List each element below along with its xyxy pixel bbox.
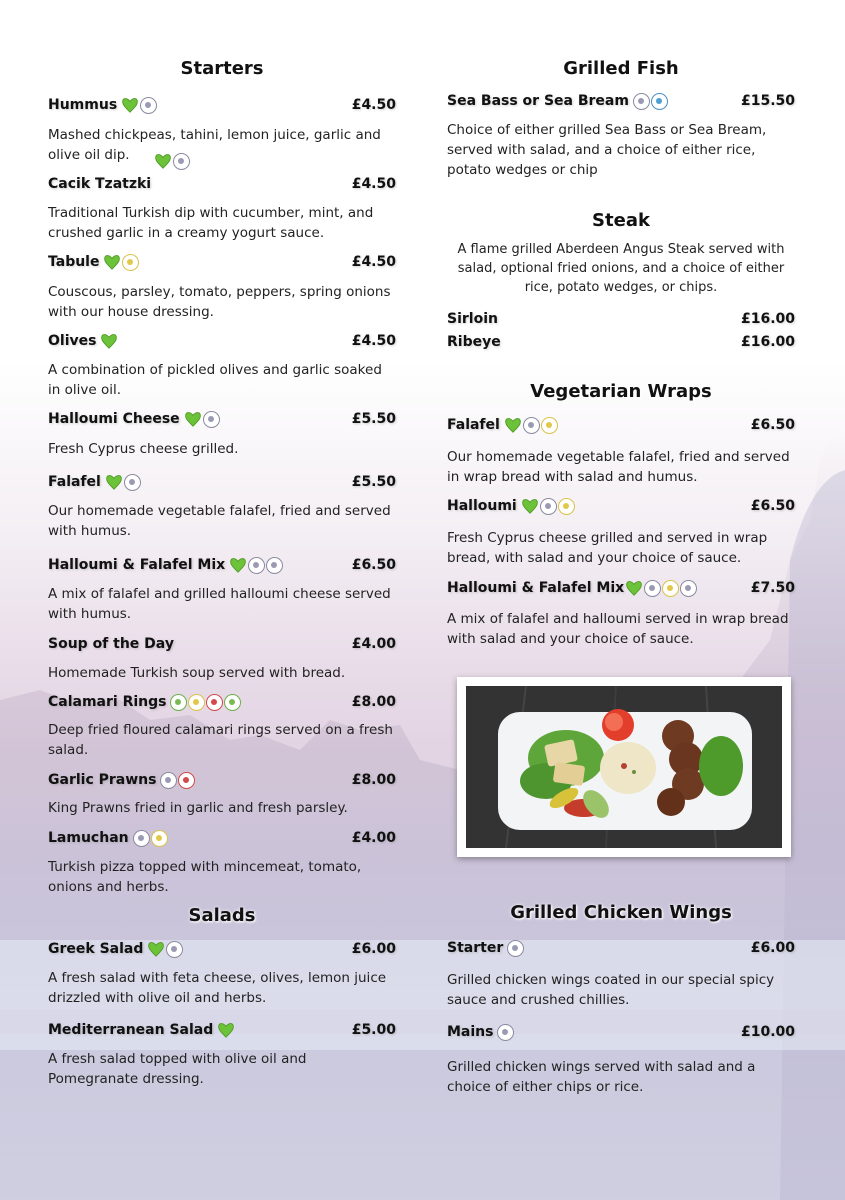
milk-allergen-icon <box>203 411 220 428</box>
item-icons <box>103 253 139 271</box>
section-title-steak: Steak <box>592 210 650 231</box>
vegan-heart-icon <box>521 497 539 515</box>
section-title-starters: Starters <box>180 58 264 79</box>
item-name: Halloumi Cheese <box>48 411 180 427</box>
cacik-icons <box>150 152 190 174</box>
item-name: Falafel <box>48 474 101 490</box>
item-description: Our homemade vegetable falafel, fried and served in wrap bread with salad and humus. <box>447 449 790 485</box>
sesame-allergen-icon <box>124 474 141 491</box>
item-price: £4.50 <box>351 97 396 113</box>
item-icons <box>147 940 183 958</box>
vegan-heart-icon <box>625 579 643 597</box>
item-icons <box>217 1021 235 1039</box>
item-price: £4.50 <box>351 176 396 192</box>
item-name: Halloumi <box>447 498 517 514</box>
item-price: £7.50 <box>750 580 795 596</box>
gluten-allergen-icon <box>122 254 139 271</box>
vegan-heart-icon <box>229 556 247 574</box>
item-icons <box>521 497 575 515</box>
item-name: Cacik Tzatzki <box>48 176 152 192</box>
item-price: £6.00 <box>750 940 795 956</box>
item-icons <box>121 96 157 114</box>
menu-item-halloumi-falafel-mix-wrap <box>447 576 795 600</box>
item-name: Hummus <box>48 97 118 113</box>
item-icons <box>184 410 220 428</box>
item-name: Halloumi & Falafel Mix <box>48 557 226 573</box>
item-name: Soup of the Day <box>48 636 174 652</box>
item-name: Tabule <box>48 254 100 270</box>
celery-allergen-icon <box>170 694 187 711</box>
milk-allergen-icon <box>173 153 190 170</box>
item-price: £6.00 <box>351 941 396 957</box>
item-name: Mains <box>447 1024 494 1040</box>
item-price: £4.00 <box>351 636 396 652</box>
item-name: Garlic Prawns <box>48 772 157 788</box>
item-icons <box>105 473 141 491</box>
gluten-allergen-icon <box>151 830 168 847</box>
menu-item-sirloin <box>447 307 795 331</box>
item-price: £4.50 <box>351 333 396 349</box>
item-description: A mix of falafel and halloumi served in wrap bread with salad and your choice of sauce. <box>447 611 789 647</box>
item-description: A mix of falafel and grilled halloumi cheese served with humus. <box>48 586 391 622</box>
item-description: Fresh Cyprus cheese grilled and served in wrap bread, with salad and your choice of sauce. <box>447 530 768 566</box>
item-price: £4.00 <box>351 830 396 846</box>
sesame-allergen-icon <box>248 557 265 574</box>
item-price: £8.00 <box>351 694 396 710</box>
menu-item-wings-starter <box>447 936 795 960</box>
mustard-allergen-icon <box>224 694 241 711</box>
item-price: £6.50 <box>750 417 795 433</box>
item-price: £5.00 <box>351 1022 396 1038</box>
item-icons <box>170 694 241 711</box>
sesame-allergen-icon <box>140 97 157 114</box>
item-icons <box>497 1024 514 1041</box>
item-name: Halloumi & Falafel Mix <box>447 580 625 596</box>
menu-item-wings-mains <box>447 1020 795 1044</box>
item-description: Homemade Turkish soup served with bread. <box>48 665 346 681</box>
item-name: Starter <box>447 940 504 956</box>
item-name: Greek Salad <box>48 941 144 957</box>
menu-item-olives <box>48 329 396 353</box>
item-price: £5.50 <box>351 411 396 427</box>
item-description: Fresh Cyprus cheese grilled. <box>48 441 239 457</box>
item-price: £4.50 <box>351 254 396 270</box>
item-icons <box>100 332 118 350</box>
menu-item-falafel <box>48 470 396 494</box>
menu-item-soup-of-the-day <box>48 632 396 656</box>
milk-allergen-icon <box>540 498 557 515</box>
vegan-heart-icon <box>147 940 165 958</box>
vegan-heart-icon <box>121 96 139 114</box>
item-description: A fresh salad with feta cheese, olives, lemon juice drizzled with olive oil and herbs. <box>48 970 387 1006</box>
crustacean-allergen-icon <box>178 772 195 789</box>
item-description: Mashed chickpeas, tahini, lemon juice, garlic and olive oil dip. <box>48 127 381 163</box>
item-description: Deep fried floured calamari rings served on a fresh salad. <box>48 722 393 758</box>
vegan-heart-icon <box>154 152 172 170</box>
item-name: Olives <box>48 333 97 349</box>
menu-item-mediterranean-salad <box>48 1018 396 1042</box>
milk-allergen-icon <box>497 1024 514 1041</box>
item-icons <box>229 556 283 574</box>
milk-allergen-icon <box>160 772 177 789</box>
item-price: £8.00 <box>351 772 396 788</box>
fish-allergen-icon <box>651 93 668 110</box>
sesame-allergen-icon <box>644 580 661 597</box>
section-title-grilled-chicken-wings: Grilled Chicken Wings <box>510 902 732 923</box>
sesame-allergen-icon <box>523 417 540 434</box>
menu-item-tabule <box>48 250 396 274</box>
vegan-heart-icon <box>217 1021 235 1039</box>
menu-item-halloumi-wrap <box>447 494 795 518</box>
menu-item-halloumi-cheese <box>48 407 396 431</box>
item-description: Our homemade vegetable falafel, fried and served with humus. <box>48 503 391 539</box>
milk-allergen-icon <box>680 580 697 597</box>
milk-allergen-icon <box>133 830 150 847</box>
menu-item-ribeye <box>447 330 795 354</box>
milk-allergen-icon <box>507 940 524 957</box>
item-name: Ribeye <box>447 334 501 350</box>
item-name: Calamari Rings <box>48 694 167 710</box>
food-photo-frame <box>457 677 791 857</box>
item-price: £16.00 <box>740 311 795 327</box>
item-name: Sirloin <box>447 311 498 327</box>
section-title-vegetarian-wraps: Vegetarian Wraps <box>530 381 712 402</box>
item-price: £16.00 <box>740 334 795 350</box>
vegan-heart-icon <box>184 410 202 428</box>
vegan-heart-icon <box>100 332 118 350</box>
menu-item-greek-salad <box>48 937 396 961</box>
item-icons <box>504 416 558 434</box>
section-title-grilled-fish: Grilled Fish <box>563 58 679 79</box>
item-description: Couscous, parsley, tomato, peppers, spring onions with our house dressing. <box>48 284 391 320</box>
item-description: Grilled chicken wings served with salad and a choice of either chips or rice. <box>447 1059 756 1095</box>
item-icons <box>507 940 524 957</box>
item-description: Choice of either grilled Sea Bass or Sea Bream, served with salad, and a choice of either rice, potato wedges or chip <box>447 122 767 178</box>
section-title-salads: Salads <box>188 905 256 926</box>
menu-item-hummus <box>48 93 396 117</box>
milk-allergen-icon <box>166 941 183 958</box>
food-photo <box>466 686 782 848</box>
gluten-allergen-icon <box>662 580 679 597</box>
vegan-heart-icon <box>105 473 123 491</box>
gluten-allergen-icon <box>188 694 205 711</box>
milk-allergen-icon <box>266 557 283 574</box>
menu-item-calamari-rings <box>48 690 396 714</box>
gluten-allergen-icon <box>541 417 558 434</box>
menu-item-cacik-tzatzki <box>48 172 396 196</box>
milk-allergen-icon <box>633 93 650 110</box>
steak-description: A flame grilled Aberdeen Angus Steak served with salad, optional fried onions, and a choice of either rice, potato wedges, or chips. <box>457 242 785 295</box>
item-description: Grilled chicken wings coated in our special spicy sauce and crushed chillies. <box>447 972 775 1008</box>
menu-item-falafel-wrap <box>447 413 795 437</box>
falafel-plate-image <box>466 686 782 848</box>
gluten-allergen-icon <box>558 498 575 515</box>
item-description: Traditional Turkish dip with cucumber, mint, and crushed garlic in a creamy yogurt sauce. <box>48 205 374 241</box>
item-name: Sea Bass or Sea Bream <box>447 93 629 109</box>
item-price: £5.50 <box>351 474 396 490</box>
item-price: £15.50 <box>740 93 795 109</box>
item-icons <box>160 772 195 789</box>
item-price: £10.00 <box>740 1024 795 1040</box>
menu-item-garlic-prawns <box>48 768 396 792</box>
item-name: Mediterranean Salad <box>48 1022 214 1038</box>
item-icons <box>633 93 668 110</box>
menu-item-lamuchan <box>48 826 396 850</box>
item-icons <box>625 579 697 597</box>
item-description: A combination of pickled olives and garlic soaked in olive oil. <box>48 362 382 398</box>
item-description: Turkish pizza topped with mincemeat, tomato, onions and herbs. <box>48 859 362 895</box>
item-description: A fresh salad topped with olive oil and Pomegranate dressing. <box>48 1051 307 1087</box>
vegan-heart-icon <box>504 416 522 434</box>
item-description: King Prawns fried in garlic and fresh parsley. <box>48 800 348 816</box>
menu-item-halloumi-falafel-mix <box>48 553 396 577</box>
item-icons <box>133 830 168 847</box>
mollusc-allergen-icon <box>206 694 223 711</box>
item-name: Lamuchan <box>48 830 129 846</box>
vegan-heart-icon <box>103 253 121 271</box>
item-name: Falafel <box>447 417 500 433</box>
item-price: £6.50 <box>750 498 795 514</box>
menu-item-sea-bass <box>447 89 795 113</box>
item-price: £6.50 <box>351 557 396 573</box>
